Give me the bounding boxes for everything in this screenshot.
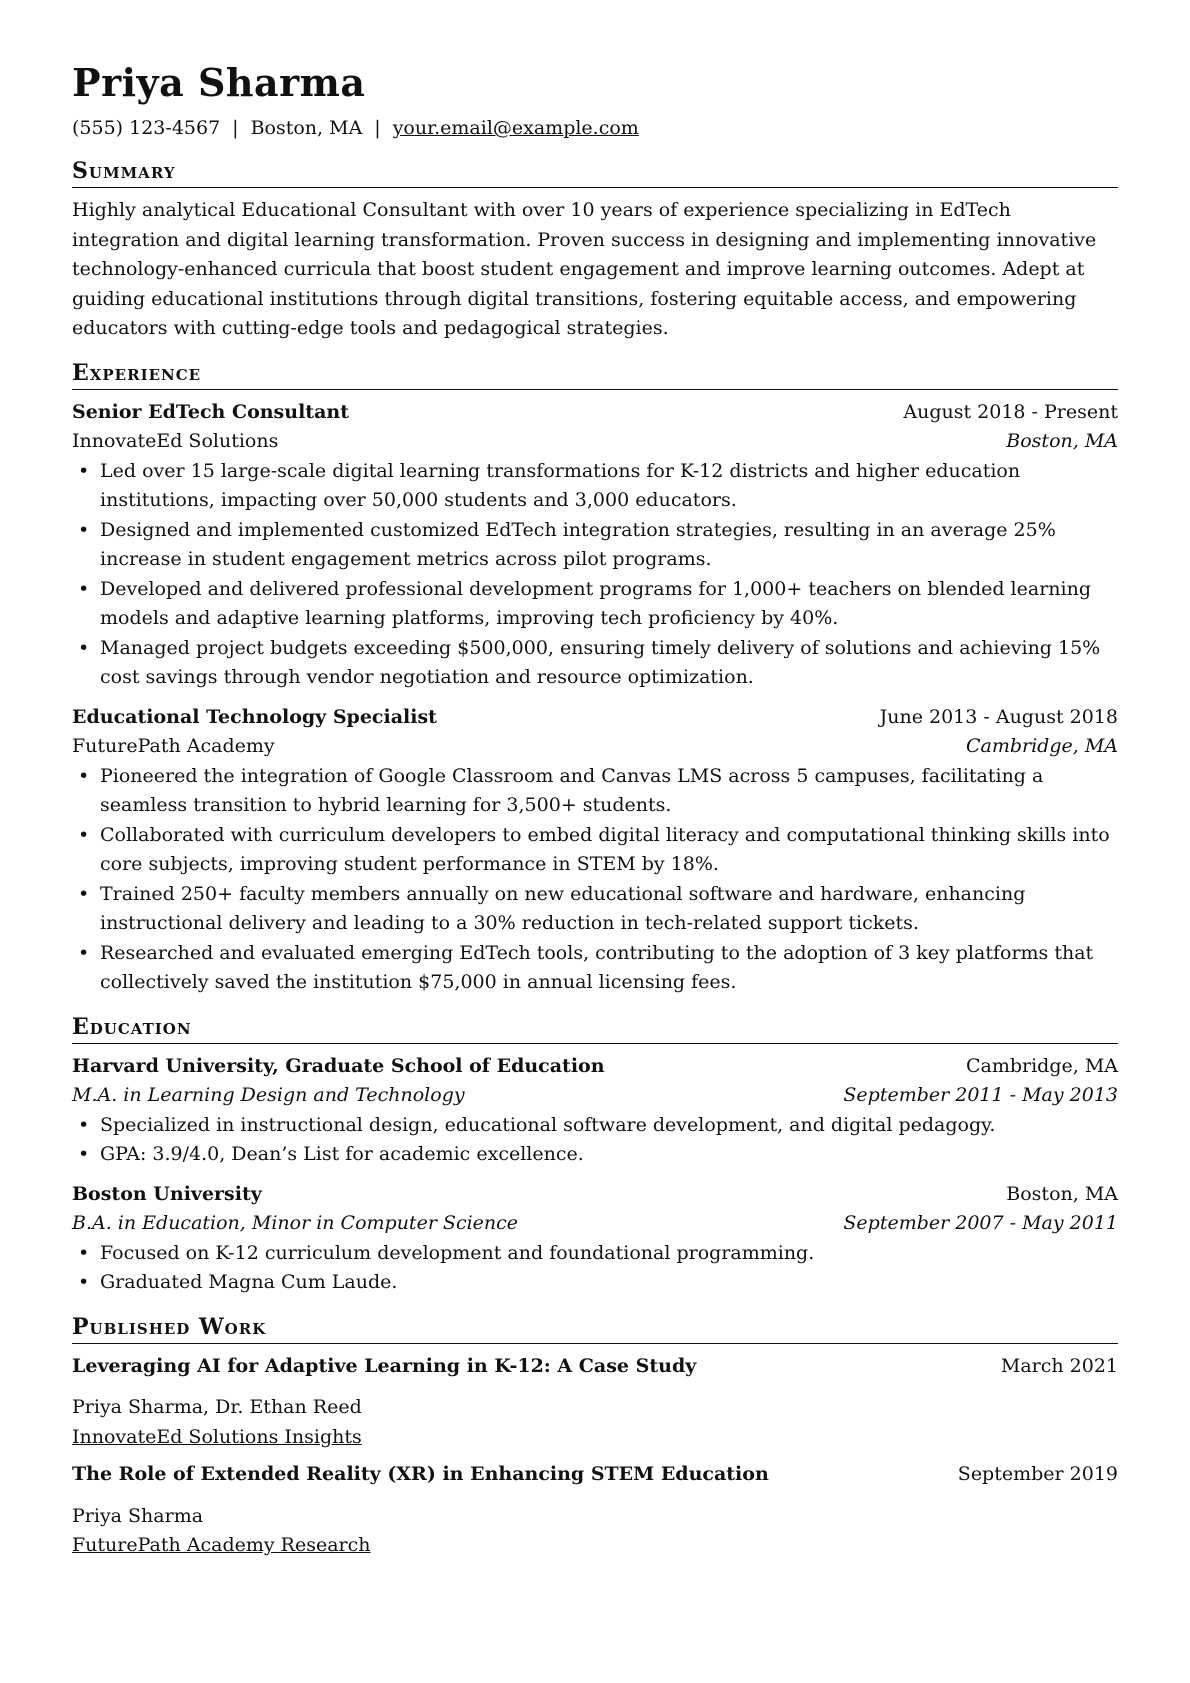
list-item: • Managed project budgets exceeding $500,000, ensuring timely delivery of solutions and achieving 15% cost savings through vendor negotiation and resource optimization.	[72, 634, 1118, 693]
education-section	[72, 1012, 1118, 1298]
job-dates: June 2013 - August 2018	[879, 705, 1118, 728]
degree: M.A. in Learning Design and Technology	[72, 1084, 465, 1106]
contact-line	[72, 114, 1118, 142]
education-dates: September 2011 - May 2013	[843, 1084, 1118, 1106]
section-title-education: Education	[72, 1012, 1118, 1044]
job-company: FuturePath Academy	[72, 735, 275, 757]
school-location: Boston, MA	[1006, 1182, 1118, 1205]
list-item: • Designed and implemented customized EdTech integration strategies, resulting in an average 25% increase in student engagement metrics across pilot programs.	[72, 516, 1118, 575]
list-item: • Specialized in instructional design, educational software development, and digital pedagogy.	[72, 1111, 1118, 1141]
list-item: • Led over 15 large-scale digital learning transformations for K-12 districts and higher education institutions, impacting over 50,000 students and 3,000 educators.	[72, 457, 1118, 516]
education-bullets	[72, 1111, 1118, 1170]
contact-separator: |	[374, 117, 381, 139]
list-item: • Focused on K-12 curriculum development and foundational programming.	[72, 1239, 1118, 1269]
contact-separator: |	[232, 117, 239, 139]
location: Boston, MA	[250, 117, 363, 139]
section-title-summary: Summary	[72, 156, 1118, 188]
list-item: • Trained 250+ faculty members annually on new educational software and hardware, enhancing instructional delivery and leading to a 30% reduction in tech-related support tickets.	[72, 880, 1118, 939]
candidate-name: Priya Sharma	[72, 60, 366, 105]
education-bullets	[72, 1239, 1118, 1298]
job-bullets	[72, 457, 1118, 693]
publication-date: September 2019	[957, 1463, 1118, 1485]
publication-venue-link[interactable]: InnovateEd Solutions Insights	[72, 1425, 362, 1448]
publication-authors: Priya Sharma, Dr. Ethan Reed	[72, 1396, 362, 1418]
experience-section	[72, 358, 1118, 998]
school-name: Boston University	[72, 1182, 262, 1205]
publication-date: March 2021	[1000, 1354, 1118, 1377]
list-item: • Graduated Magna Cum Laude.	[72, 1268, 1118, 1298]
publication-title: The Role of Extended Reality (XR) in Enhancing STEM Education	[72, 1463, 769, 1485]
publication-entry	[72, 1460, 1118, 1561]
school-name: Harvard University, Graduate School of Education	[72, 1054, 605, 1077]
education-entry	[72, 1180, 1118, 1298]
education-dates: September 2007 - May 2011	[843, 1212, 1118, 1234]
school-location: Cambridge, MA	[965, 1054, 1118, 1077]
list-item: • Researched and evaluated emerging EdTech tools, contributing to the adoption of 3 key platforms that collectively saved the institution $75,000 in annual licensing fees.	[72, 939, 1118, 998]
phone-number: (555) 123-4567	[72, 117, 221, 139]
section-title-published: Published Work	[72, 1312, 1118, 1344]
email-link[interactable]: your.email@example.com	[392, 117, 639, 139]
job-entry	[72, 398, 1118, 693]
job-role: Educational Technology Specialist	[72, 705, 437, 728]
job-role: Senior EdTech Consultant	[72, 400, 349, 423]
summary-text: Highly analytical Educational Consultant with over 10 years of experience specializing in EdTech integration and digital learning transformation. Proven success in designing and implementing innovative technology-enhanced curricula that boost student engagement and improve learning outcomes. Adept at guiding educational institutions through digital transitions, fostering equitable access, and empowering educators with cutting-edge tools and pedagogical strategies.	[72, 199, 1097, 339]
list-item: • GPA: 3.9/4.0, Dean’s List for academic excellence.	[72, 1140, 1118, 1170]
job-entry	[72, 703, 1118, 998]
summary-section	[72, 156, 1118, 344]
resume-page	[72, 58, 1118, 1569]
section-title-experience: Experience	[72, 358, 1118, 390]
publication-venue-link[interactable]: FuturePath Academy Research	[72, 1534, 371, 1556]
education-entry	[72, 1052, 1118, 1170]
list-item: • Collaborated with curriculum developers to embed digital literacy and computational thinking skills into core subjects, improving student performance in STEM by 18%.	[72, 821, 1118, 880]
job-dates: August 2018 - Present	[903, 400, 1118, 423]
degree: B.A. in Education, Minor in Computer Science	[72, 1212, 519, 1234]
job-location: Cambridge, MA	[965, 735, 1118, 757]
list-item: • Pioneered the integration of Google Classroom and Canvas LMS across 5 campuses, facilitating a seamless transition to hybrid learning for 3,500+ students.	[72, 762, 1118, 821]
list-item: • Developed and delivered professional development programs for 1,000+ teachers on blended learning models and adaptive learning platforms, improving tech proficiency by 40%.	[72, 575, 1118, 634]
publication-entry	[72, 1352, 1118, 1453]
job-location: Boston, MA	[1006, 430, 1118, 452]
job-bullets	[72, 762, 1118, 998]
publication-authors: Priya Sharma	[72, 1504, 204, 1527]
published-section	[72, 1312, 1118, 1561]
job-company: InnovateEd Solutions	[72, 430, 279, 452]
publication-title: Leveraging AI for Adaptive Learning in K-12: A Case Study	[72, 1354, 697, 1377]
